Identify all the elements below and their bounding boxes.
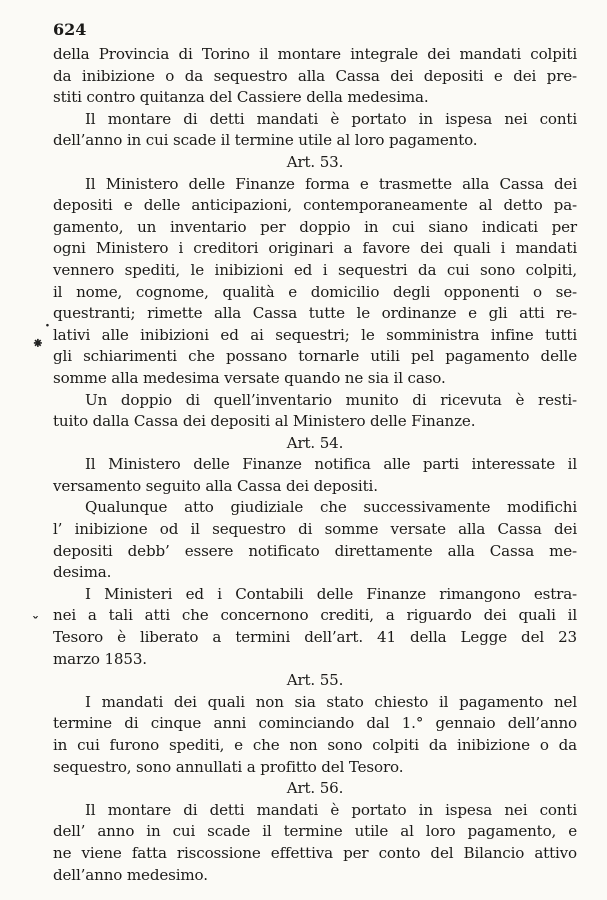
text-line: stiti contro quitanza del Cassiere della medesima. — [53, 88, 429, 107]
text-line: somme alla medesima versate quando ne sia il caso. — [53, 368, 446, 387]
paragraph — [53, 44, 577, 109]
text-line: depositi debb’ essere notificato direttamente alla Cassa me- — [53, 541, 577, 560]
text-line: in cui furono spediti, e che non sono colpiti da inibizione o da — [53, 736, 577, 754]
margin-mark: ⁕ — [32, 336, 44, 352]
text-line: vennero spediti, le inibizioni ed i sequestri da cui sono colpiti, — [53, 260, 577, 279]
paragraph — [53, 692, 577, 778]
margin-mark: ˇ — [32, 615, 39, 631]
text-line: depositi e delle anticipazioni, contemporaneamente al detto pa- — [53, 196, 577, 215]
page-number: 624 — [53, 20, 87, 39]
text-line: ogni Ministero i creditori originari a favore dei quali i mandati — [53, 239, 577, 258]
text-line: marzo 1853. — [53, 649, 147, 668]
text-line: dell’ anno in cui scade il termine utile al loro pagamento, e — [53, 822, 577, 841]
text-line: I Ministeri ed i Contabili delle Finanze rimangono estra- — [85, 584, 577, 603]
text-line: Il Ministero delle Finanze forma e trasmette alla Cassa dei — [85, 174, 577, 193]
article-heading: Art. 55. — [286, 671, 344, 690]
text-line: gamento, un inventario per doppio in cui siano indicati per — [53, 217, 577, 236]
article-heading: Art. 53. — [286, 152, 344, 171]
text-line: della Provincia di Torino il montare integrale dei mandati colpiti — [53, 45, 577, 63]
text-line: sequestro, sono annullati a profitto del Tesoro. — [53, 757, 404, 776]
text-line: gli schiarimenti che possano tornarle utili pel pagamento delle — [53, 347, 577, 366]
article-heading: Art. 54. — [286, 433, 344, 452]
text-line: tuito dalla Cassa dei depositi al Ministero delle Finanze. — [53, 412, 476, 431]
margin-mark: · — [45, 318, 50, 334]
paragraph — [53, 800, 577, 886]
article-heading: Art. 56. — [286, 779, 344, 798]
text-line: versamento seguito alla Cassa dei depositi. — [53, 476, 378, 495]
text-line: Qualunque atto giudiziale che successivamente modifichi — [85, 498, 577, 517]
page-body — [53, 22, 577, 886]
text-line: Il montare di detti mandati è portato in ispesa nei conti — [85, 800, 577, 819]
text-line: Il Ministero delle Finanze notifica alle parti interessate il — [85, 455, 577, 474]
text-line: dell’anno medesimo. — [53, 865, 208, 884]
text-line: ne viene fatta riscossione effettiva per conto del Bilancio attivo — [53, 843, 577, 862]
text-line: Tesoro è liberato a termini dell’art. 41 della Legge del 23 — [53, 628, 577, 647]
paragraph — [53, 497, 577, 583]
text-line: questranti; rimette alla Cassa tutte le ordinanze e gli atti re- — [53, 304, 577, 323]
text-line: da inibizione o da sequestro alla Cassa dei depositi e dei pre- — [53, 66, 577, 85]
text-line: nei a tali atti che concernono crediti, a riguardo dei quali il — [53, 606, 577, 625]
text-line: Un doppio di quell’inventario munito di ricevuta è resti- — [85, 390, 577, 409]
paragraph — [53, 174, 577, 390]
text-line: l’ inibizione od il sequestro di somme versate alla Cassa dei — [53, 520, 577, 539]
paragraph — [53, 584, 577, 670]
text-line: il nome, cognome, qualità e domicilio degli opponenti o se- — [53, 282, 577, 301]
text-line: dell’anno in cui scade il termine utile al loro pagamento. — [53, 131, 478, 150]
text-line: Il montare di detti mandati è portato in ispesa nei conti — [85, 109, 577, 128]
text-line: termine di cinque anni cominciando dal 1.° gennaio dell’anno — [53, 714, 577, 733]
text-line: I mandati dei quali non sia stato chiesto il pagamento nel — [85, 692, 577, 711]
text-line: desima. — [53, 563, 112, 582]
paragraph — [53, 454, 577, 497]
text-line: lativi alle inibizioni ed ai sequestri; le somministra infine tutti — [53, 325, 577, 344]
paragraph — [53, 390, 577, 433]
paragraph — [53, 109, 577, 152]
